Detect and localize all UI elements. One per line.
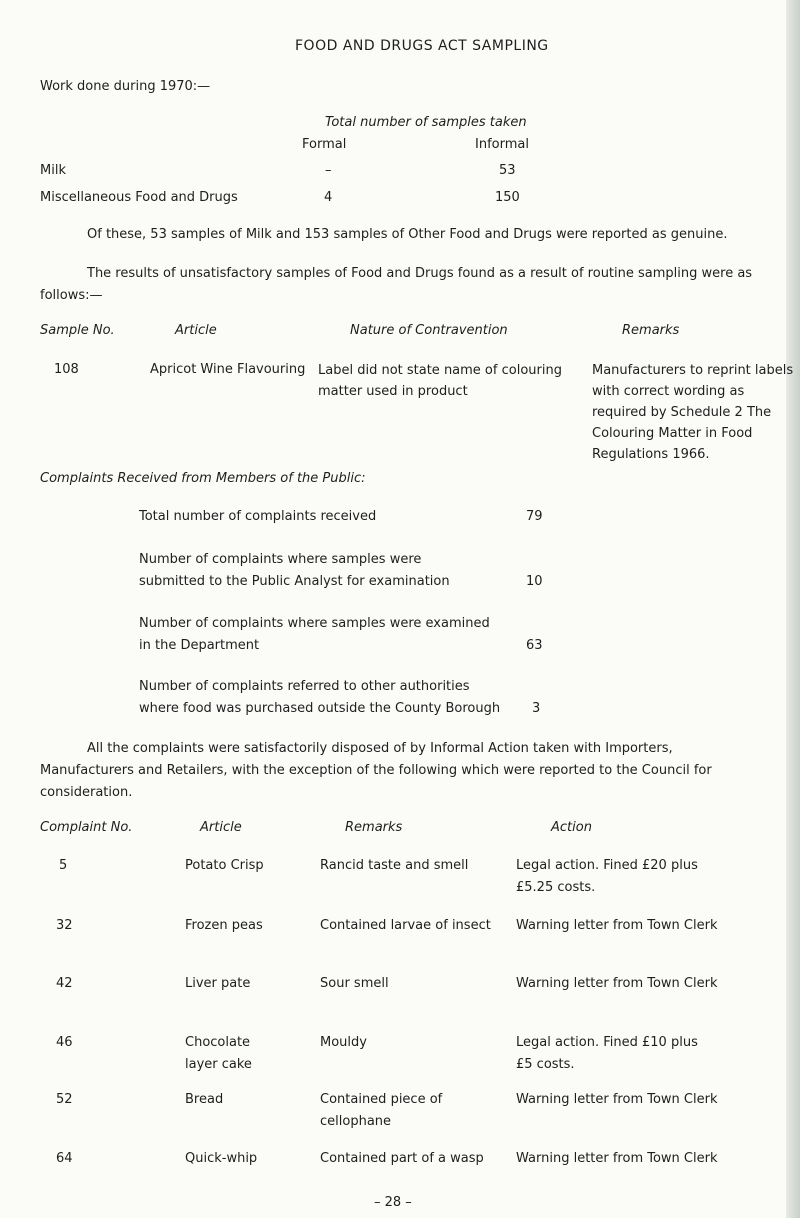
header-complaint-remarks: Remarks (345, 820, 403, 835)
unsat-nature (318, 360, 586, 402)
complaint-no: 64 (56, 1151, 73, 1166)
page-edge-shadow (786, 0, 800, 1218)
stat-line: Number of complaints where samples were (139, 552, 422, 567)
complaint-no: 32 (56, 918, 73, 933)
complaint-article: Liver pate (185, 976, 251, 991)
complaint-remarks: Rancid taste and smell (320, 858, 469, 873)
results-intro-line: The results of unsatisfactory samples of Food and Drugs found as a result of routine sampling were as (87, 266, 753, 281)
stat-value: 10 (526, 574, 543, 589)
complaint-article: layer cake (185, 1057, 252, 1072)
complaint-remarks: Sour smell (320, 976, 389, 991)
complaint-remarks: cellophane (320, 1114, 392, 1129)
results-intro-line: follows:— (40, 288, 103, 303)
stat-value: 63 (526, 638, 543, 653)
complaint-article: Chocolate (185, 1035, 251, 1050)
complaint-action: Warning letter from Town Clerk (516, 918, 718, 933)
header-complaint-no: Complaint No. (40, 820, 133, 835)
complaints-heading: Complaints Received from Members of the Public: (40, 471, 366, 486)
text-line: required by Schedule 2 The (592, 405, 772, 420)
complaint-article: Frozen peas (185, 918, 263, 933)
complaint-action: Warning letter from Town Clerk (516, 1092, 718, 1107)
samples-row-formal: – (325, 163, 332, 178)
complaint-action: Warning letter from Town Clerk (516, 1151, 718, 1166)
page-number: – 28 – (374, 1195, 412, 1210)
stat-line: submitted to the Public Analyst for examination (139, 574, 450, 589)
samples-row-informal: 150 (495, 190, 520, 205)
header-article: Article (175, 323, 217, 338)
header-remarks: Remarks (622, 323, 680, 338)
text-line: Colouring Matter in Food (592, 426, 753, 441)
samples-row-label: Miscellaneous Food and Drugs (40, 190, 238, 205)
stat-value: 3 (532, 701, 541, 716)
text-line: Label did not state name of colouring (318, 363, 562, 378)
complaint-remarks: Contained larvae of insect (320, 918, 491, 933)
complaint-action: Legal action. Fined £20 plus (516, 858, 698, 873)
text-line: with correct wording as (592, 384, 745, 399)
stat-line: Total number of complaints received (139, 509, 377, 524)
work-done-heading: Work done during 1970:— (40, 79, 211, 94)
unsat-remarks (592, 360, 797, 465)
complaint-article: Quick-whip (185, 1151, 258, 1166)
samples-row-informal: 53 (499, 163, 516, 178)
unsat-sample-no: 108 (54, 362, 79, 377)
header-complaint-article: Article (200, 820, 242, 835)
header-complaint-action: Action (551, 820, 592, 835)
complaint-article: Potato Crisp (185, 858, 264, 873)
stat-line: Number of complaints where samples were examined (139, 616, 490, 631)
stat-line: in the Department (139, 638, 260, 653)
text-line: Manufacturers to reprint labels (592, 363, 794, 378)
text-line: Regulations 1966. (592, 447, 710, 462)
informal-col-header: Informal (475, 137, 529, 152)
text-line: matter used in product (318, 384, 468, 399)
complaint-article: Bread (185, 1092, 224, 1107)
header-nature: Nature of Contravention (350, 323, 508, 338)
samples-row-formal: 4 (324, 190, 333, 205)
complaint-remarks: Contained piece of (320, 1092, 443, 1107)
unsat-article: Apricot Wine Flavouring (150, 362, 306, 377)
disposed-line: All the complaints were satisfactorily disposed of by Informal Action taken with Importers, (87, 741, 673, 756)
complaint-no: 52 (56, 1092, 73, 1107)
complaint-action: £5 costs. (516, 1057, 575, 1072)
page-title: FOOD AND DRUGS ACT SAMPLING (295, 38, 549, 54)
complaint-remarks: Mouldy (320, 1035, 367, 1050)
stat-value: 79 (526, 509, 543, 524)
complaint-action: Warning letter from Town Clerk (516, 976, 718, 991)
header-sample-no: Sample No. (40, 323, 115, 338)
stat-line: where food was purchased outside the County Borough (139, 701, 501, 716)
complaint-action: Legal action. Fined £10 plus (516, 1035, 698, 1050)
complaint-no: 42 (56, 976, 73, 991)
samples-caption: Total number of samples taken (325, 115, 527, 130)
disposed-line: Manufacturers and Retailers, with the exception of the following which were reported to the Council for (40, 763, 712, 778)
genuine-paragraph: Of these, 53 samples of Milk and 153 samples of Other Food and Drugs were reported as genuine. (87, 227, 728, 242)
complaint-action: £5.25 costs. (516, 880, 596, 895)
samples-row-label: Milk (40, 163, 66, 178)
complaint-no: 5 (59, 858, 68, 873)
formal-col-header: Formal (302, 137, 347, 152)
disposed-line: consideration. (40, 785, 133, 800)
complaint-no: 46 (56, 1035, 73, 1050)
stat-line: Number of complaints referred to other authorities (139, 679, 470, 694)
complaint-remarks: Contained part of a wasp (320, 1151, 484, 1166)
